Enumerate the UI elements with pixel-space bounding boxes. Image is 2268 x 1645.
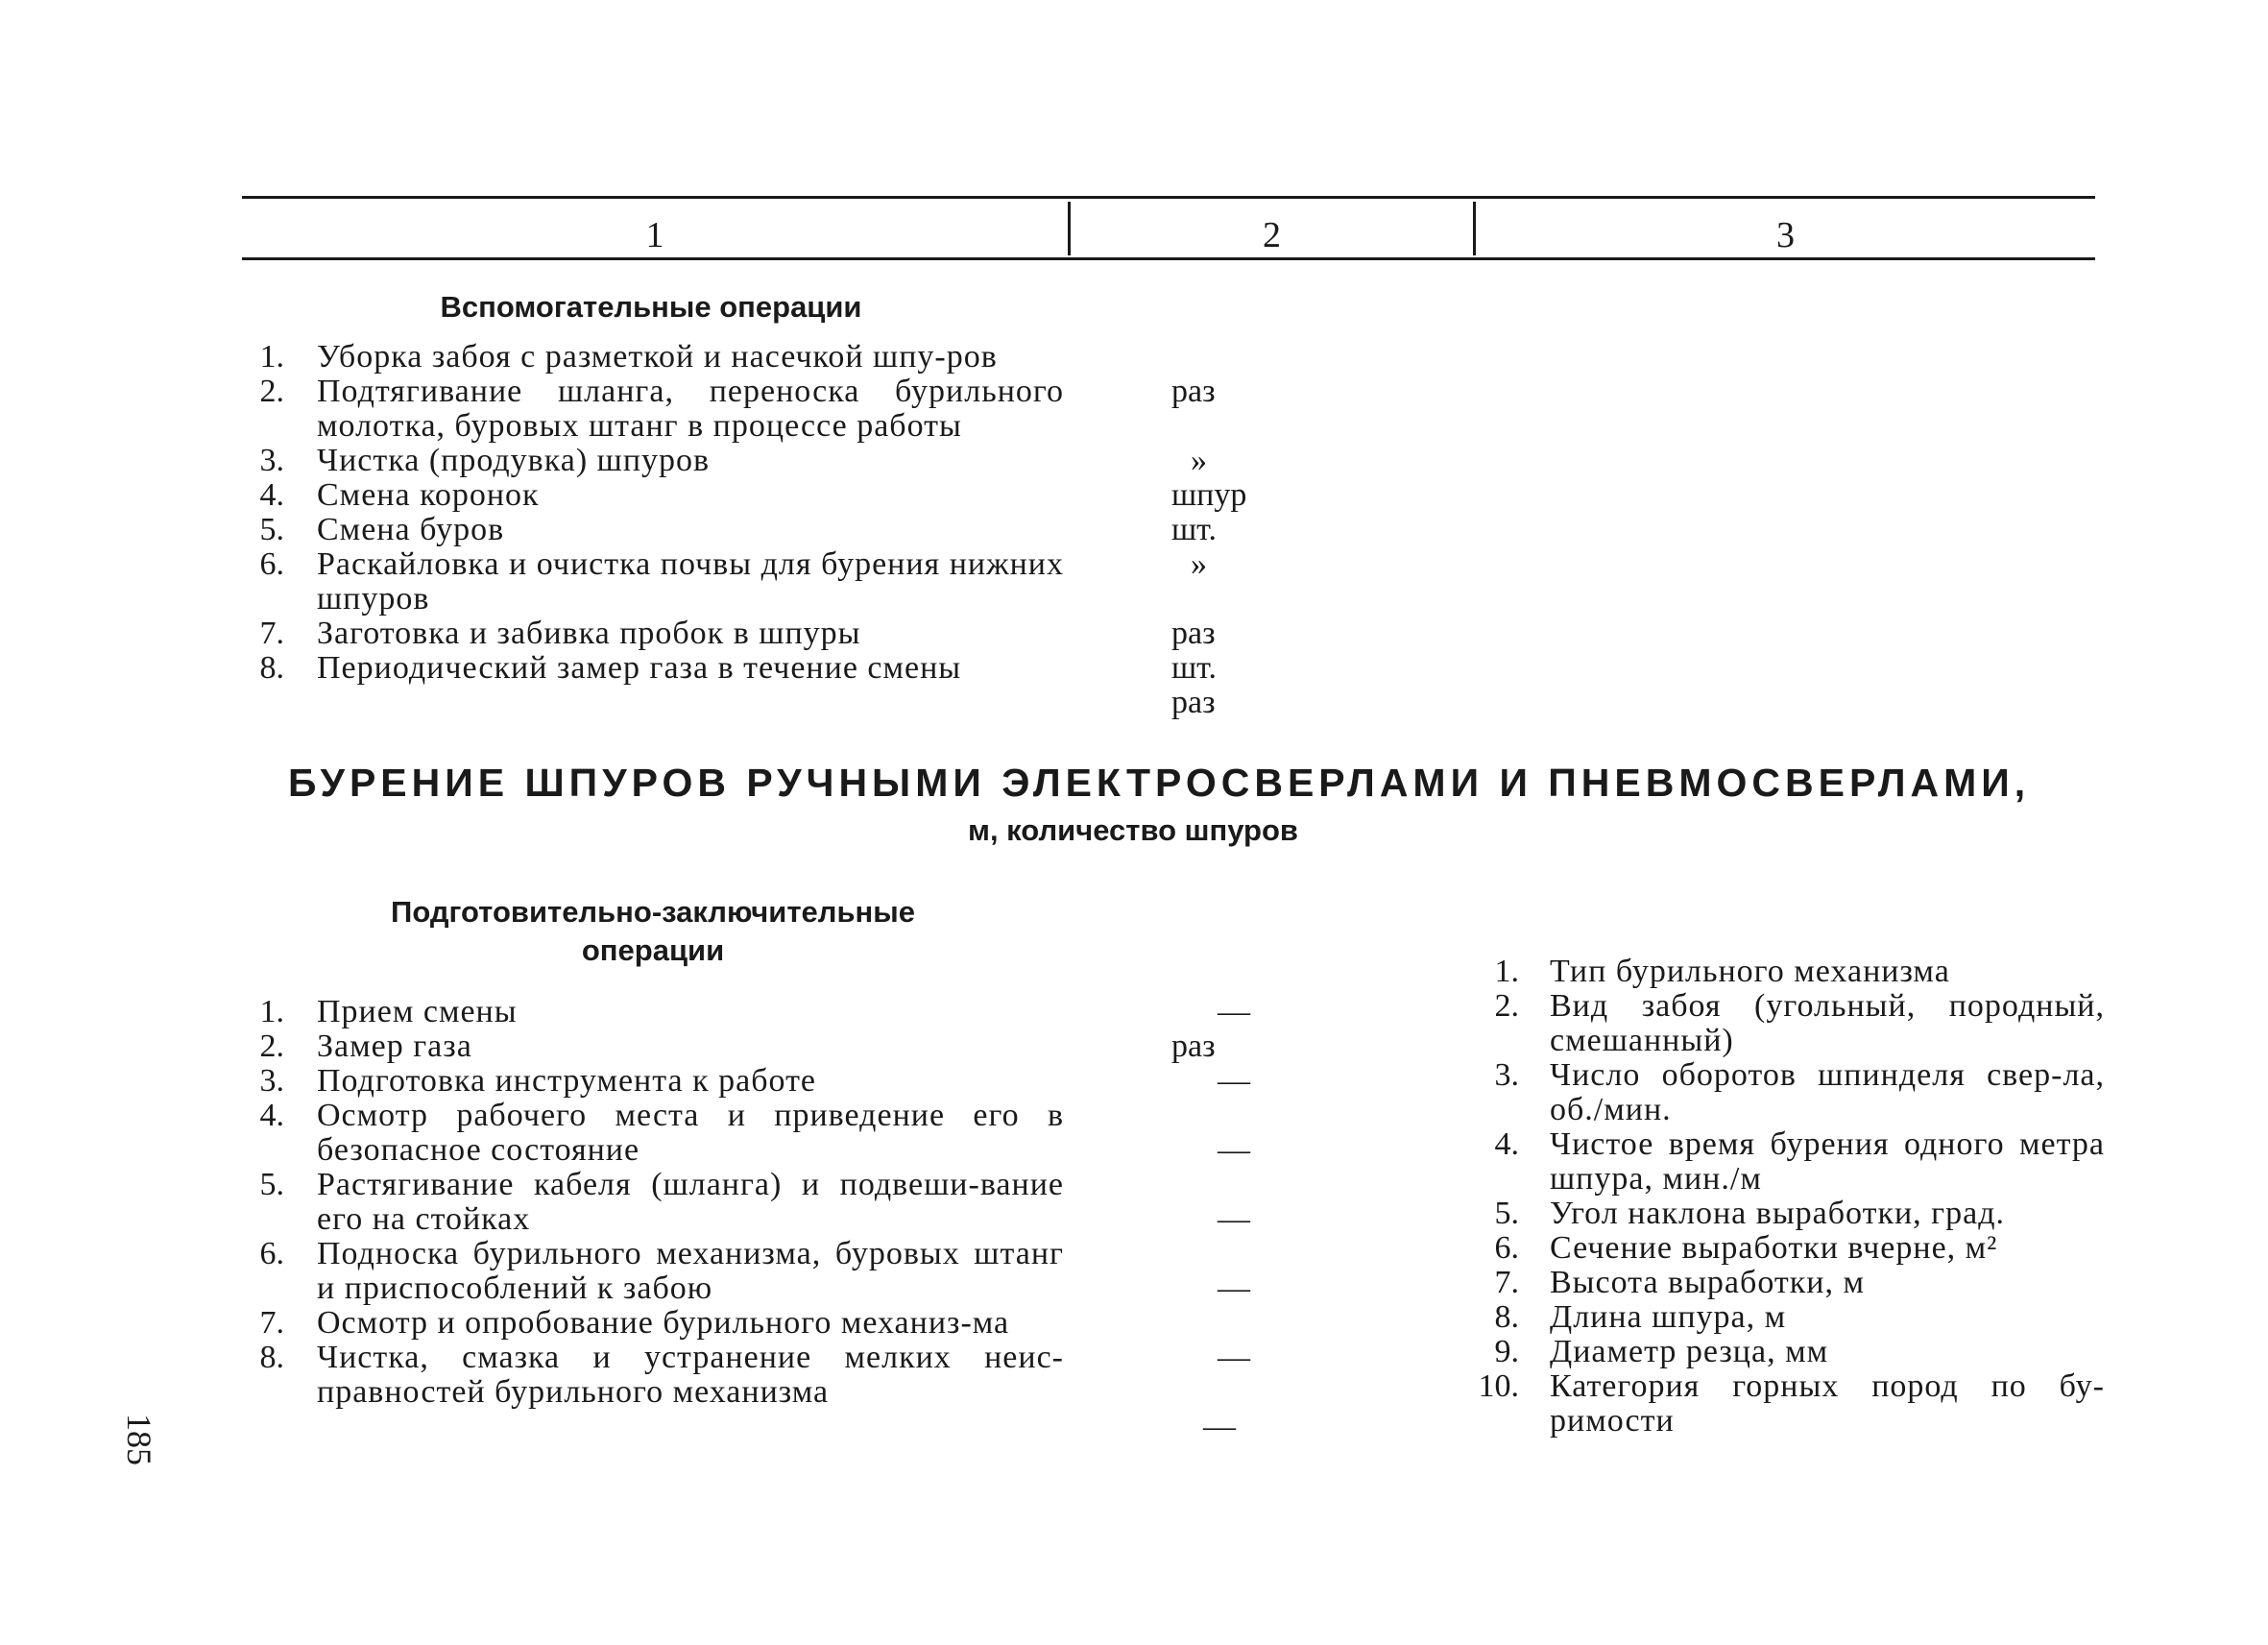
list-item: 3. Подготовка инструмента к работе [259, 1063, 817, 1099]
page-subtitle: м, количество шпуров [968, 813, 1298, 847]
section1-unit: раз [1171, 685, 1216, 720]
list-item: 1. Прием смены [259, 994, 518, 1029]
list-item: 10. Категория горных пород по бу-римости [1478, 1368, 2105, 1439]
section2-list [238, 995, 1064, 1410]
page-number: 185 [120, 1414, 158, 1465]
list-item: 8. Длина шпура, м [1494, 1299, 1787, 1335]
section2-unit: — [1218, 1132, 1250, 1168]
list-item: 9. Диаметр резца, мм [1494, 1334, 1829, 1369]
section1-unit: раз [1171, 616, 1216, 651]
column-number-2: 2 [1263, 215, 1281, 255]
section2-heading: Подготовительно-заключительные операции [391, 895, 915, 967]
list-item: 3. Чистка (продувка) шпуров [259, 443, 711, 478]
list-item: 5. Растягивание кабеля (шланга) и подвеши-вание его на стойках [259, 1167, 1064, 1237]
list-item: 4. Чистое время бурения одного метра шпура, мин./м [1494, 1126, 2105, 1197]
list-item: 6. Раскайловка и очистка почвы для бурения нижних шпуров [259, 546, 1064, 617]
section2-unit: — [1218, 1063, 1250, 1099]
section2-unit: — [1218, 1201, 1250, 1237]
list-item: 2. Подтягивание шланга, переноска бурильного молотка, буровых штанг в процессе работы [259, 374, 1064, 444]
list-item: 1. Тип бурильного механизма [1494, 954, 1950, 989]
section2-unit: — [1218, 1340, 1250, 1375]
list-item: 4. Осмотр рабочего места и приведение его в безопасное состояние [259, 1098, 1064, 1168]
section2-unit: — [1203, 1409, 1236, 1444]
section1-unit: » [1191, 546, 1207, 582]
section1-unit: шпур [1171, 477, 1247, 513]
column-number-3: 3 [1776, 215, 1795, 255]
list-item: 8. Чистка, смазка и устранение мелких неис-правностей бурильного механизма [259, 1340, 1064, 1410]
section1-unit: шт. [1171, 650, 1217, 686]
list-item: 7. Заготовка и забивка пробок в шпуры [259, 616, 861, 651]
list-item: 5. Угол наклона выработки, град. [1494, 1196, 2006, 1231]
page-title: БУРЕНИЕ ШПУРОВ РУЧНЫМИ ЭЛЕКТРОСВЕРЛАМИ И ПНЕВМОСВЕРЛАМИ, [288, 761, 2031, 805]
list-item: 5. Смена буров [259, 512, 505, 547]
list-item: 7. Осмотр и опробование бурильного механиз-ма [259, 1305, 1010, 1341]
section1-unit: шт. [1171, 512, 1217, 547]
list-item: 2. Замер газа [259, 1028, 472, 1064]
section2-unit: — [1218, 994, 1250, 1029]
header-top-rule [242, 196, 2095, 199]
list-item: 6. Подноска бурильного механизма, буровых штанг и приспособлений к забою [259, 1236, 1064, 1306]
list-item: 4. Смена коронок [259, 477, 540, 513]
list-item: 2. Вид забоя (угольный, породный, смешанный) [1494, 988, 2105, 1058]
list-item: 7. Высота выработки, м [1494, 1265, 1865, 1300]
list-item: 1. Уборка забоя с разметкой и насечкой шпу-ров [259, 339, 998, 375]
list-item: 6. Сечение выработки вчерне, м² [1494, 1230, 1998, 1266]
section1-unit: раз [1171, 374, 1216, 409]
list-item: 8. Периодический замер газа в течение смены [259, 650, 962, 686]
column-number-1: 1 [645, 215, 664, 255]
section2-unit: — [1218, 1270, 1250, 1306]
section2-unit: раз [1171, 1028, 1216, 1064]
section1-unit: » [1191, 443, 1207, 478]
list-item: 3. Число оборотов шпинделя свер-ла, об./мин. [1494, 1057, 2105, 1127]
section1-list [238, 340, 1064, 686]
header-bottom-rule [242, 257, 2095, 260]
factors-list [1469, 955, 2105, 1439]
section1-heading: Вспомогательные операции [440, 290, 862, 324]
